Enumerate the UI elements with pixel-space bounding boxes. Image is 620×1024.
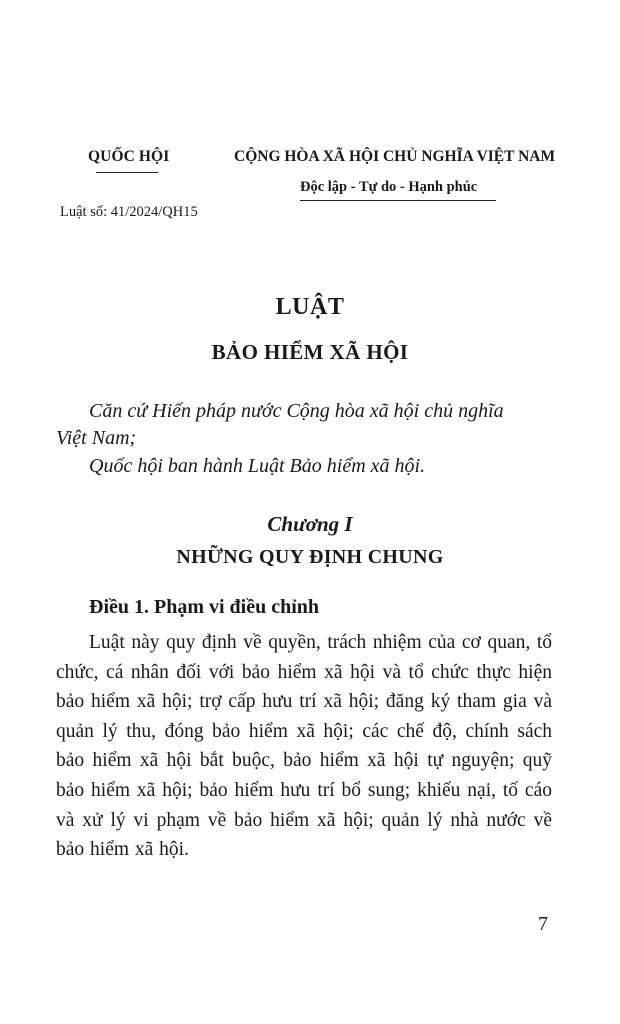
issuing-body-underline <box>96 172 158 173</box>
document-name-title: BẢO HIỂM XÃ HỘI <box>211 340 409 364</box>
article-body-text: Luật này quy định về quyền, trách nhiệm của cơ quan, tổ chức, cá nhân đối với bảo hiểm xã hội và tổ chức thực hiện bảo hiểm xã hội; trợ cấp hưu trí xã hội; đăng ký tham gia và quản lý thu, đóng bảo hiểm xã hội; các chế độ, chính sách bảo hiểm xã hội bắt buộc, bảo hiểm xã hội tự nguyện; quỹ bảo hiểm xã hội; bảo hiểm hưu trí bổ sung; khiếu nại, tố cáo và xử lý vi phạm về bảo hiểm xã hội; quản lý nhà nước về bảo hiểm xã hội. <box>56 632 552 861</box>
preamble-line-1-continued: Việt Nam; <box>56 427 137 449</box>
motto-underline <box>300 200 496 201</box>
law-number: Luật số: 41/2024/QH15 <box>60 204 198 220</box>
page-number: 7 <box>538 913 548 935</box>
chapter-label: Chương I <box>267 512 353 536</box>
national-motto: Độc lập - Tự do - Hạnh phúc <box>300 179 478 195</box>
document-type-title: LUẬT <box>275 294 345 320</box>
preamble-line-2: Quốc hội ban hành Luật Bảo hiểm xã hội. <box>89 455 426 477</box>
national-title: CỘNG HÒA XÃ HỘI CHỦ NGHĨA VIỆT NAM <box>234 148 556 165</box>
article-heading: Điều 1. Phạm vi điều chỉnh <box>89 596 320 618</box>
chapter-title: NHỮNG QUY ĐỊNH CHUNG <box>176 546 444 568</box>
preamble-line-1: Căn cứ Hiến pháp nước Cộng hòa xã hội chủ nghĩa <box>89 400 504 422</box>
issuing-body: QUỐC HỘI <box>88 148 170 165</box>
